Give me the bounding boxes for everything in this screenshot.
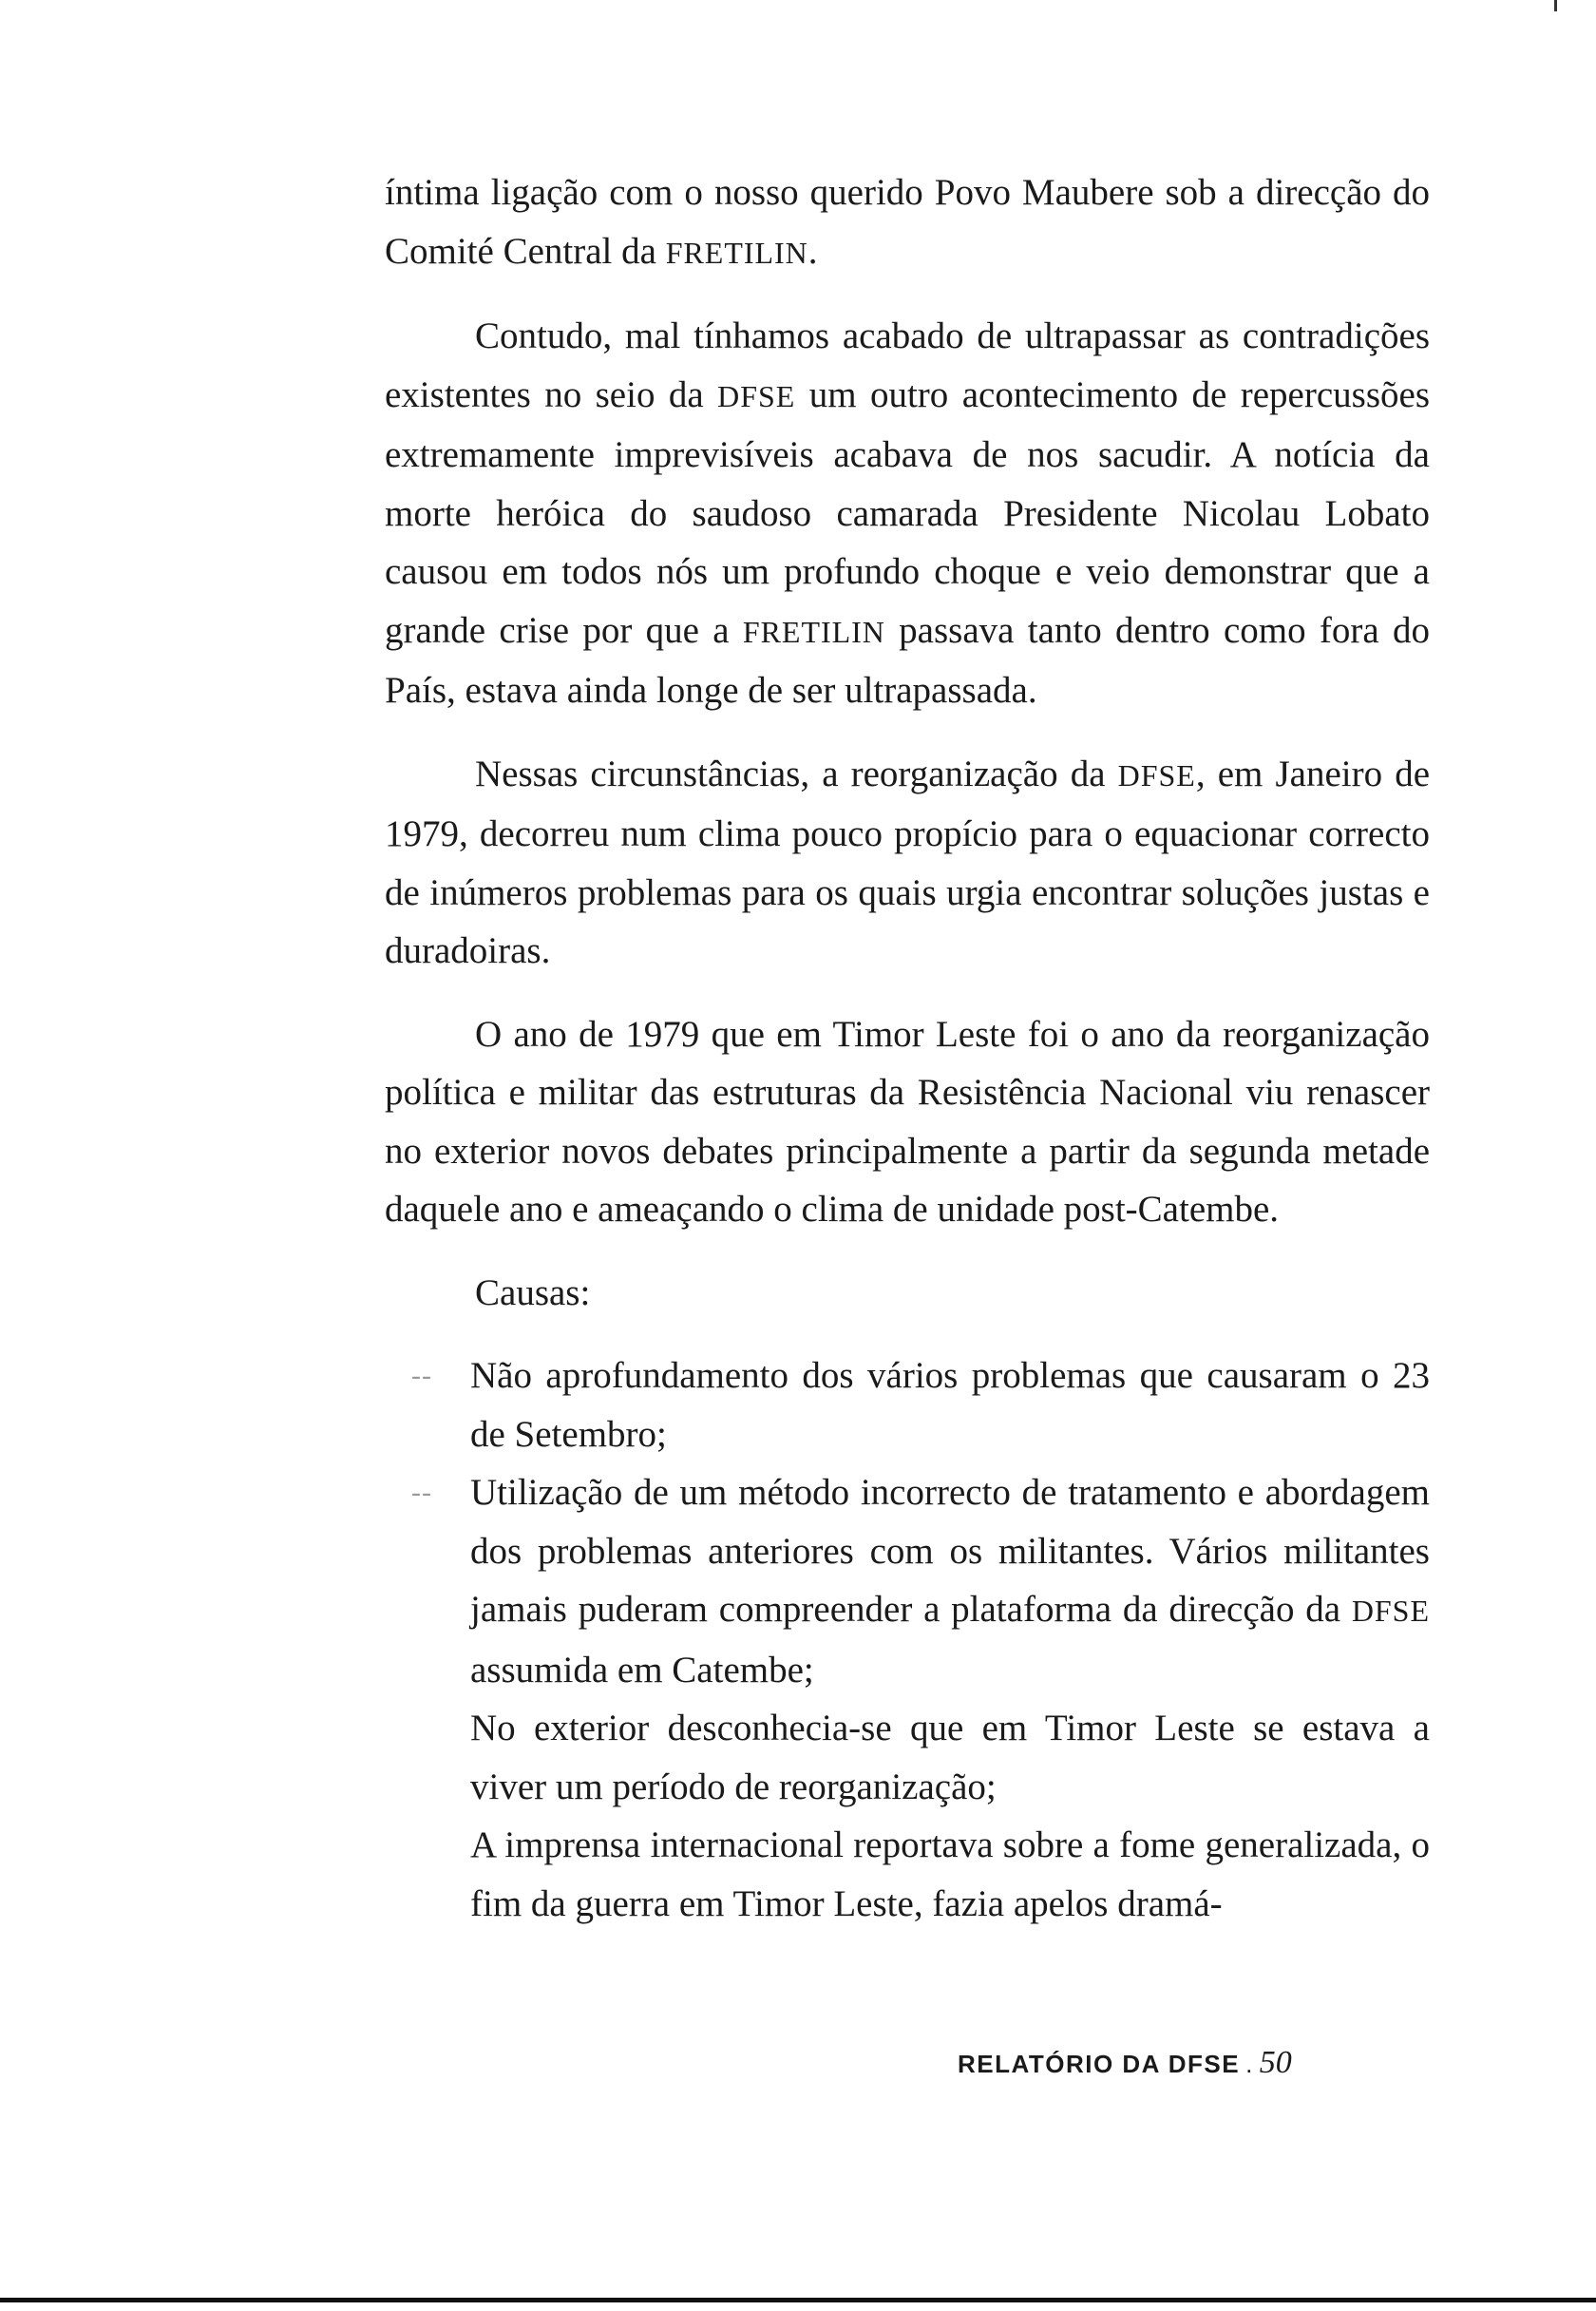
- paragraph-3: [385, 745, 1430, 981]
- paragraph-3-text-end: , em Janeiro de 1979, decorreu num clima pouco propício para o equacionar correcto de inúmeros problemas para os quais urgia encontrar soluções justas e duradoiras.: [385, 753, 1430, 971]
- footer-separator: .: [1245, 2050, 1254, 2078]
- cause-item: [385, 1346, 1430, 1463]
- paragraph-1-text: íntima ligação com o nosso querido Povo Maubere sob a direcção do Comité Central da: [385, 172, 1430, 272]
- page-number: 50: [1259, 2045, 1292, 2080]
- cause-item: [385, 1816, 1430, 1933]
- cause-item-dfse: DFSE: [1351, 1595, 1430, 1628]
- page-footer: [958, 2045, 1292, 2081]
- scan-bottom-edge: [0, 2298, 1596, 2302]
- paragraph-2: [385, 307, 1430, 720]
- cause-item-text: Não aprofundamento dos vários problemas que causaram o 23 de Setembro;: [470, 1355, 1430, 1455]
- cause-item: [385, 1699, 1430, 1816]
- cause-item: [385, 1463, 1430, 1699]
- dash-bullet: --: [411, 1477, 432, 1508]
- cause-item-text: A imprensa internacional reportava sobre a fome generalizada, o fim da guerra em Timor Leste, fazia apelos dramá-: [470, 1824, 1430, 1924]
- paragraph-1-end: .: [808, 230, 818, 272]
- causes-label: Causas:: [475, 1271, 591, 1313]
- running-title: RELATÓRIO DA DFSE: [958, 2050, 1241, 2078]
- paragraph-2-text-mid: um outro acontecimento de repercussões extremamente imprevisíveis acabava de nos sacudir. A notícia da morte heróica do saudoso camarada Presidente Nicolau Lobato causou em todos nós um profundo choque e veio demonstrar que a grande crise por que a: [385, 373, 1430, 651]
- paragraph-3-text-start: Nessas circunstâncias, a reorganização da: [475, 753, 1118, 794]
- paragraph-2-dfse: DFSE: [717, 379, 796, 413]
- paragraph-1: [385, 163, 1430, 282]
- causes-list: [385, 1346, 1430, 1933]
- cause-item-text-end: assumida em Catembe;: [470, 1649, 814, 1690]
- paragraph-2-text-end: passava tanto dentro como fora do País, estava ainda longe de ser ultrapassada.: [385, 609, 1430, 711]
- page-body: [385, 163, 1430, 1933]
- cause-item-text: No exterior desconhecia-se que em Timor Leste se estava a viver um período de reorganização;: [470, 1708, 1430, 1807]
- paragraph-1-fretilin: FRETILIN: [665, 236, 808, 270]
- cause-item-text-start: Utilização de um método incorrecto de tratamento e abordagem dos problemas anteriores com os militantes. Vários militantes jamais puderam compreender a plataforma da direcção da: [470, 1472, 1430, 1630]
- paragraph-2-text-start: Contudo, mal tínhamos acabado de ultrapassar as contradições existentes no seio da: [385, 315, 1430, 415]
- paragraph-3-dfse: DFSE: [1117, 758, 1196, 793]
- paragraph-2-fretilin: FRETILIN: [742, 615, 885, 649]
- scan-corner-mark: [1554, 0, 1557, 11]
- paragraph-4: O ano de 1979 que em Timor Leste foi o ano da reorganização política e militar das estruturas da Resistência Nacional viu renascer no exterior novos debates principalmente a partir da segunda metade daquele ano e ameaçando o clima de unidade post-Catembe.: [385, 1013, 1430, 1230]
- dash-bullet: --: [411, 1360, 432, 1391]
